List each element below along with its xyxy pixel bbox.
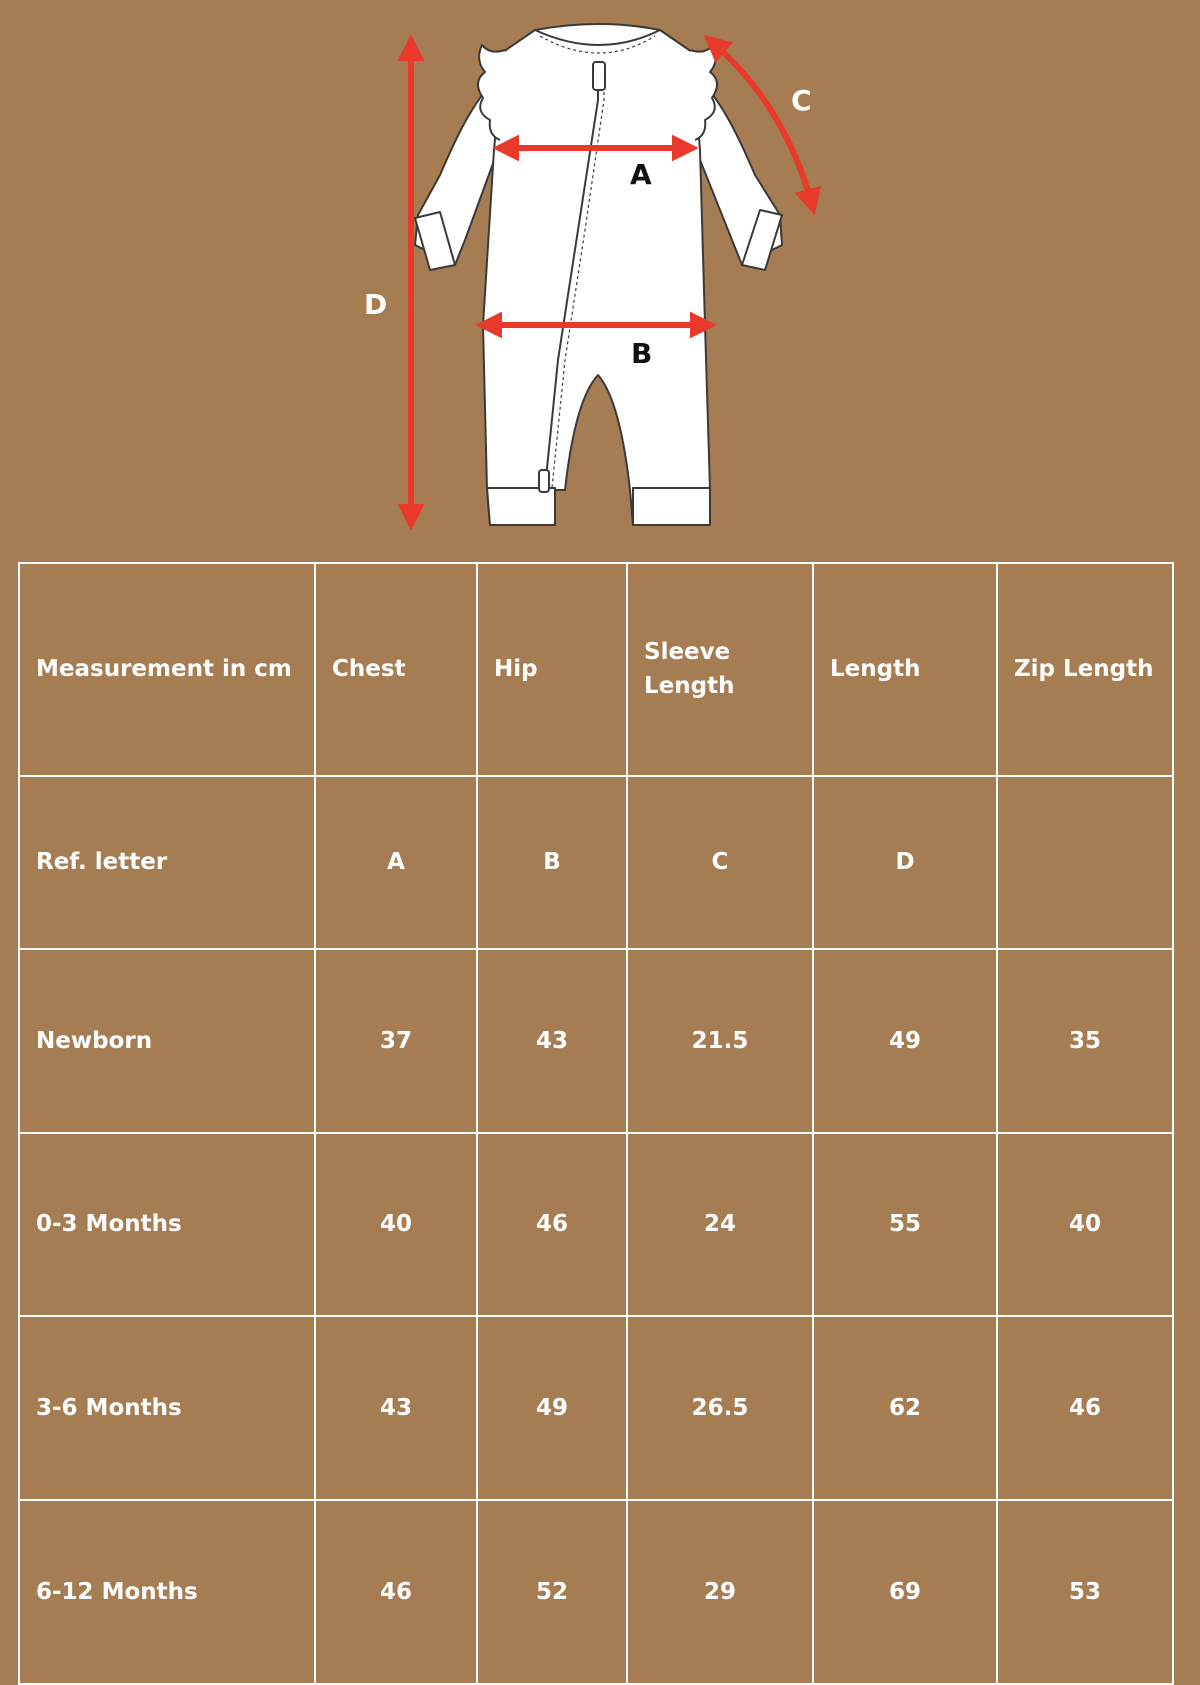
table-row <box>19 949 1173 1133</box>
header-row <box>19 563 1173 776</box>
ref-letter-cell: D <box>813 776 997 949</box>
table-cell: 21.5 <box>627 949 813 1133</box>
ref-letter-row <box>19 776 1173 949</box>
table-cell: 43 <box>477 949 627 1133</box>
table-cell: 53 <box>997 1500 1173 1684</box>
table-cell: 40 <box>315 1133 477 1317</box>
row-label: Newborn <box>19 949 315 1133</box>
table-cell: 49 <box>813 949 997 1133</box>
header-zip-length: Zip Length <box>997 563 1173 776</box>
table-cell: 69 <box>813 1500 997 1684</box>
label-c: C <box>791 84 812 117</box>
header-hip: Hip <box>477 563 627 776</box>
romper-outline <box>415 24 782 525</box>
table-cell: 26.5 <box>627 1316 813 1500</box>
table-cell: 35 <box>997 949 1173 1133</box>
romper-illustration <box>0 0 1200 540</box>
table-cell: 46 <box>997 1316 1173 1500</box>
table-cell: 46 <box>477 1133 627 1317</box>
garment-diagram <box>0 0 1200 540</box>
table-cell: 49 <box>477 1316 627 1500</box>
row-label: 0-3 Months <box>19 1133 315 1317</box>
ref-letter-cell <box>997 776 1173 949</box>
table-row <box>19 1316 1173 1500</box>
table-cell: 46 <box>315 1500 477 1684</box>
table-cell: 24 <box>627 1133 813 1317</box>
row-label: 3-6 Months <box>19 1316 315 1500</box>
ref-letter-cell: A <box>315 776 477 949</box>
header-chest: Chest <box>315 563 477 776</box>
ref-letter-label: Ref. letter <box>19 776 315 949</box>
size-chart-table <box>18 562 1174 1685</box>
table-cell: 55 <box>813 1133 997 1317</box>
table-row <box>19 1500 1173 1684</box>
label-b: B <box>631 337 653 370</box>
header-measurement: Measurement in cm <box>19 563 315 776</box>
table-cell: 40 <box>997 1133 1173 1317</box>
label-d: D <box>364 288 388 321</box>
ref-letter-cell: C <box>627 776 813 949</box>
label-a: A <box>630 158 652 191</box>
header-length: Length <box>813 563 997 776</box>
table-cell: 52 <box>477 1500 627 1684</box>
ref-letter-cell: B <box>477 776 627 949</box>
table-cell: 43 <box>315 1316 477 1500</box>
header-sleeve-length: Sleeve Length <box>627 563 813 776</box>
table-cell: 29 <box>627 1500 813 1684</box>
table-cell: 37 <box>315 949 477 1133</box>
row-label: 6-12 Months <box>19 1500 315 1684</box>
table-cell: 62 <box>813 1316 997 1500</box>
table-row <box>19 1133 1173 1317</box>
